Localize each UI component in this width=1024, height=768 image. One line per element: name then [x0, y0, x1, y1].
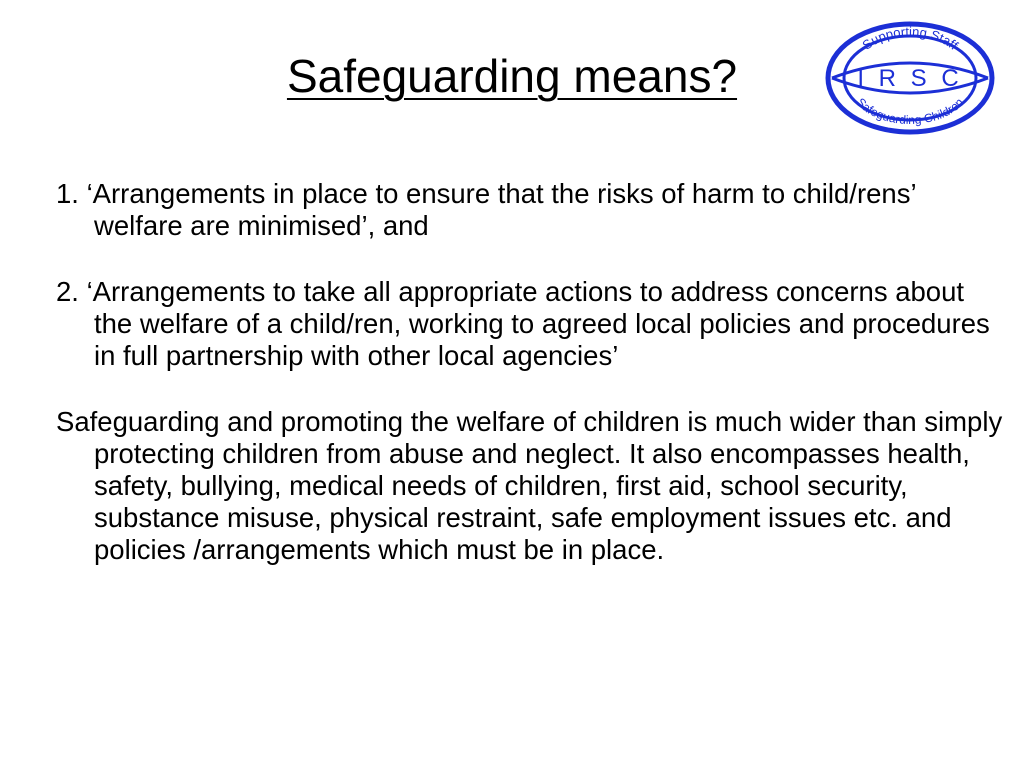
logo-top-text: Supporting Staff [859, 23, 962, 53]
paragraph-2: 2. ‘Arrangements to take all appropriate actions to address concerns about the welfare of a child/ren, working to agreed local policies and procedures in full partnership with other local agencies’ [56, 276, 990, 371]
paragraph-3: Safeguarding and promoting the welfare of children is much wider than simply protecting children from abuse and neglect. It also encompasses health, safety, bullying, medical needs of children, first aid, school security, substance misuse, physical restraint, safe employment issues etc. and policies /arrangements which must be in place. [56, 406, 1003, 565]
paragraph-1: 1. ‘Arrangements in place to ensure that the risks of harm to child/rens’ welfare are minimised’, and [56, 178, 916, 241]
irsc-logo [824, 20, 996, 136]
slide-body [56, 178, 1006, 600]
logo-bottom-text: Safeguarding Children [853, 95, 967, 128]
logo-middle-text: I R S C [857, 65, 963, 92]
slide-title-text: Safeguarding means? [286, 50, 738, 102]
